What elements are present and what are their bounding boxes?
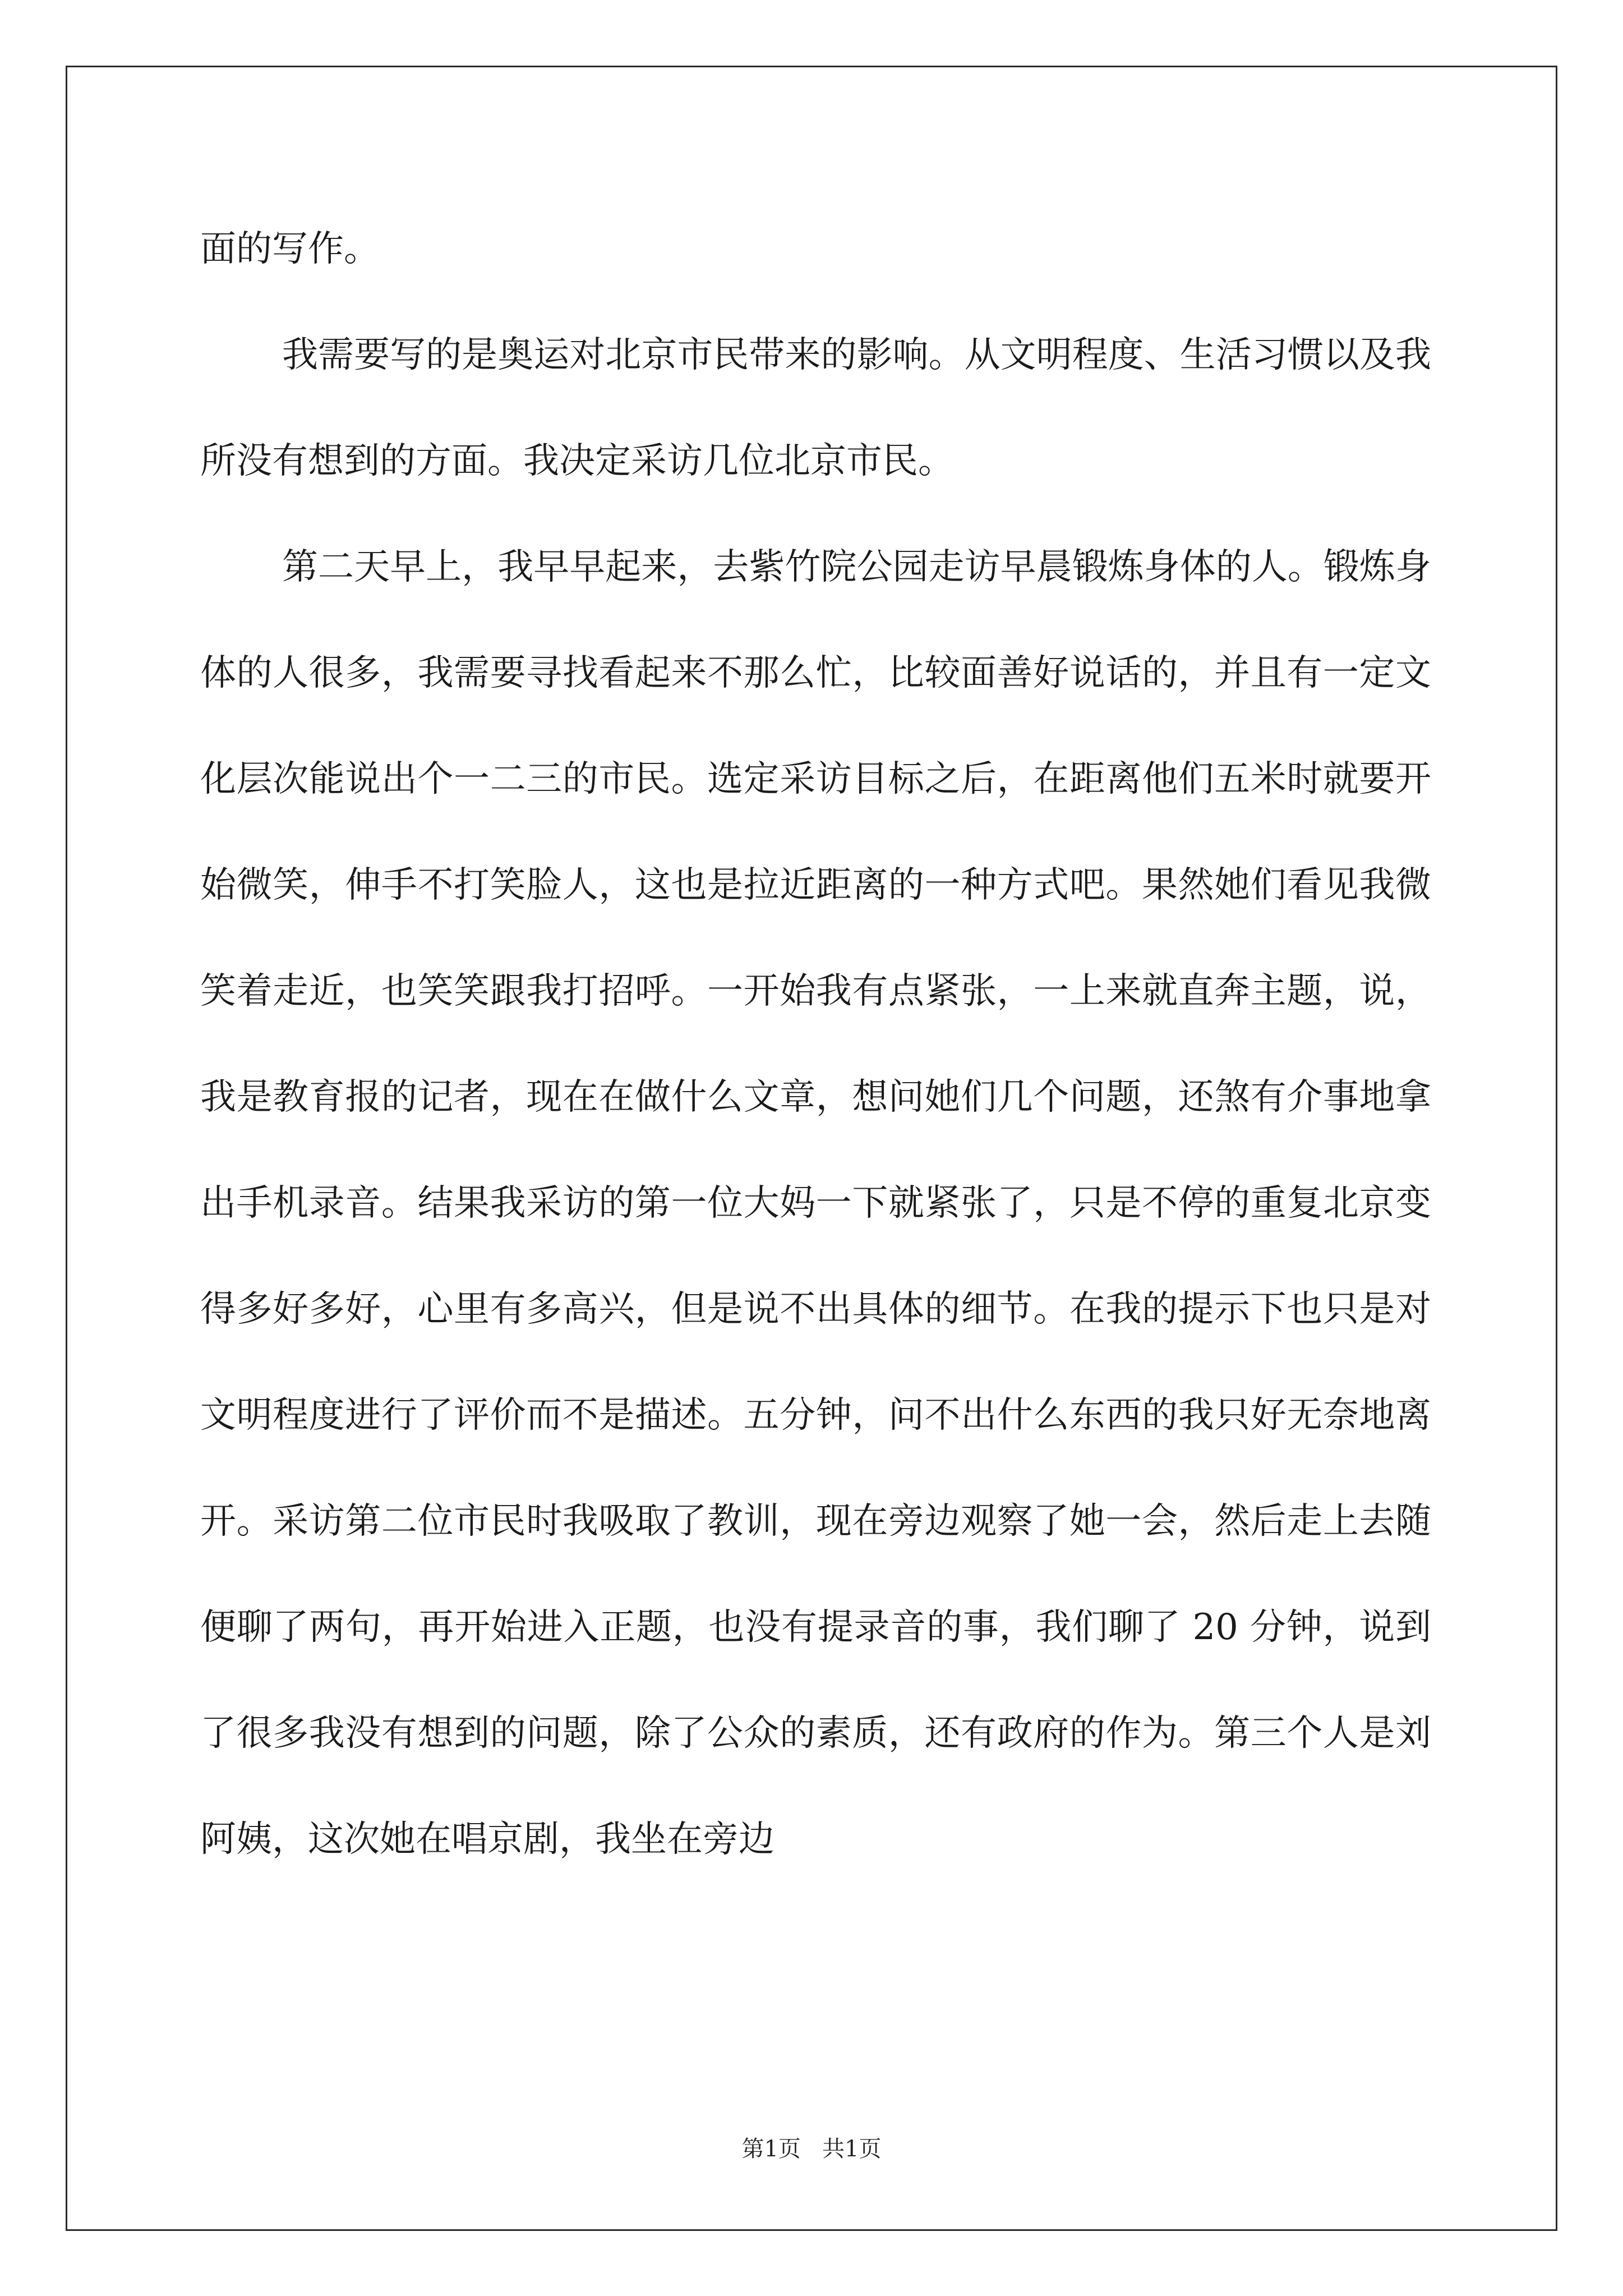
paragraph-interview: 第二天早上，我早早起来，去紫竹院公园走访早晨锻炼身体的人。锻炼身体的人很多，我需要寻找看起来不那么忙，比较面善好说话的，并且有一定文化层次能说出个一二三的市民。选定采访目标之后，在距离他们五米时就要开始微笑，伸手不打笑脸人，这也是拉近距离的一种方式吧。果然她们看见我微笑着走近，也笑笑跟我打招呼。一开始我有点紧张，一上来就直奔主题，说，我是教育报的记者，现在在做什么文章，想问她们几个问题，还煞有介事地拿出手机录音。结果我采访的第一位大妈一下就紧张了，只是不停的重复北京变得多好多好，心里有多高兴，但是说不出具体的细节。在我的提示下也只是对文明程度进行了评价而不是描述。五分钟，问不出什么东西的我只好无奈地离开。采访第二位市民时我吸取了教训，现在旁边观察了她一会，然后走上去随便聊了两句，再开始进入正题，也没有提录音的事，我们聊了 20 分钟，说到了很多我没有想到的问题，除了公众的素质，还有政府的作为。第三个人是刘阿姨，这次她在唱京剧，我坐在旁边 [200, 546, 1431, 1860]
document-body [200, 196, 1431, 1893]
paragraph-continuation: 面的写作。 [200, 228, 380, 270]
paragraph-topic: 我需要写的是奥运对北京市民带来的影响。从文明程度、生活习惯以及我所没有想到的方面。我决定采访几位北京市民。 [200, 334, 1431, 482]
page-number-footer: 第1页 共1页 [741, 2136, 882, 2162]
